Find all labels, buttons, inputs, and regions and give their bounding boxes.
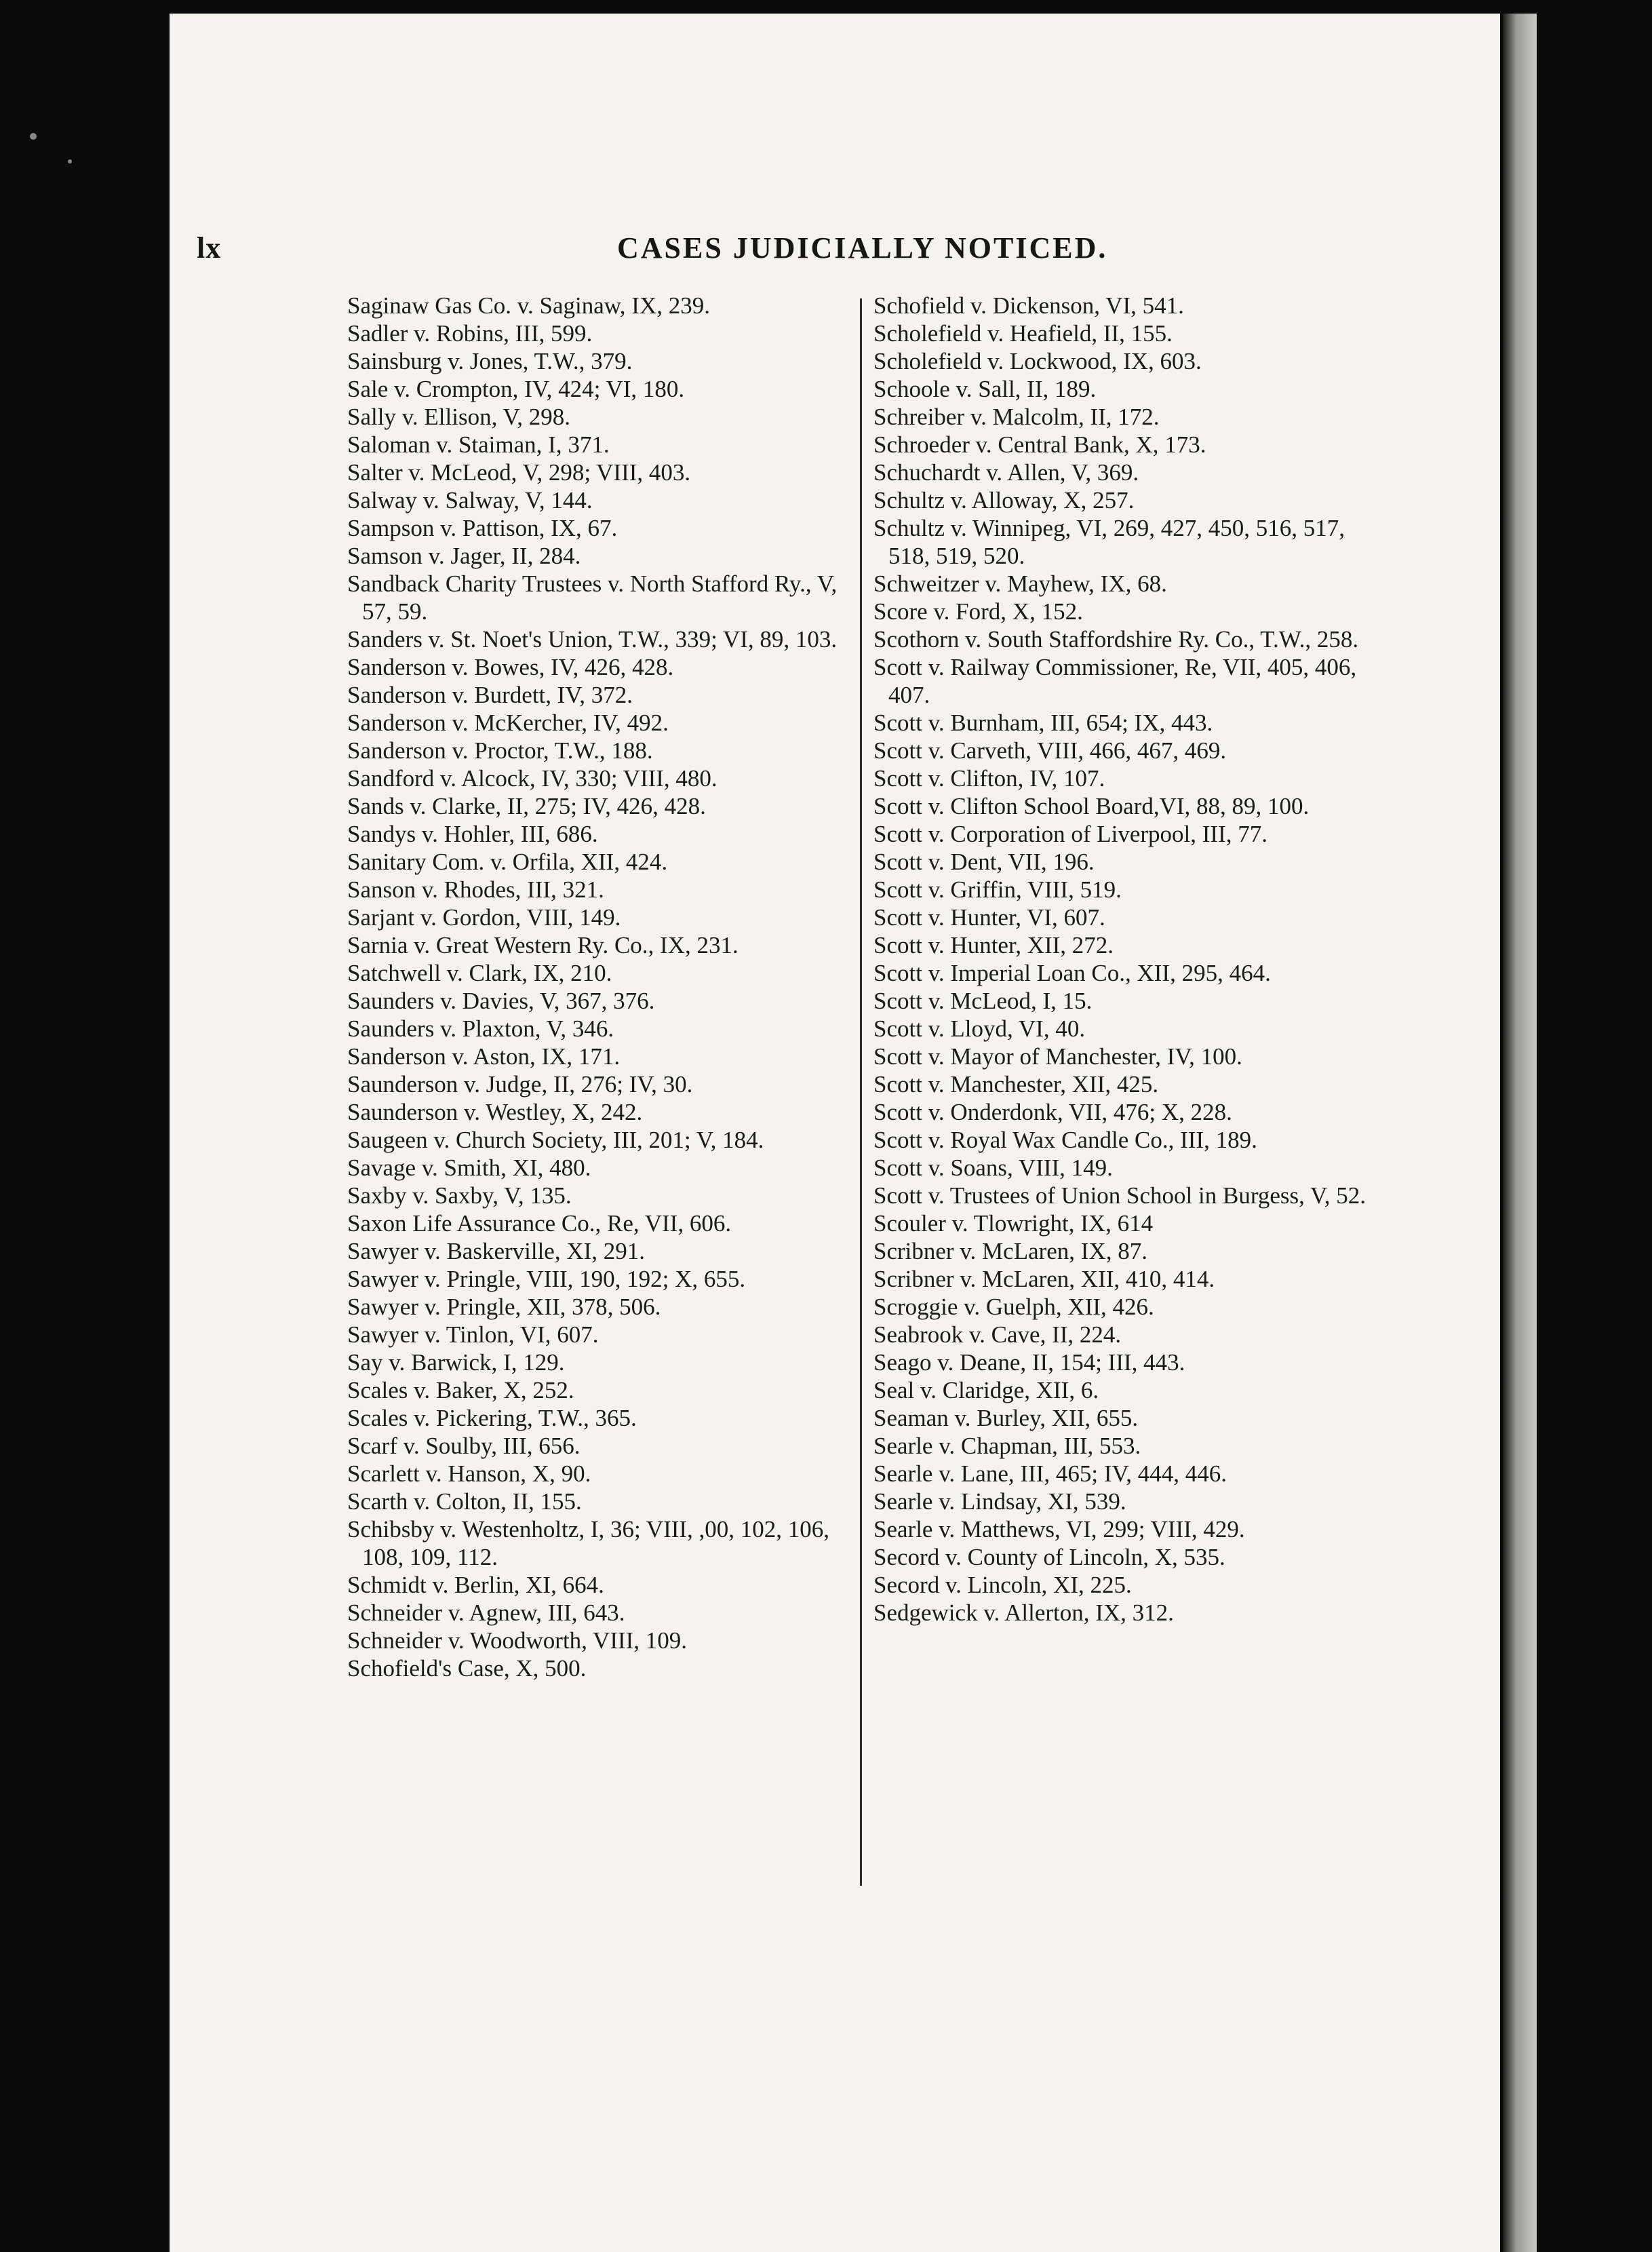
case-entry: Sandys v. Hohler, III, 686. (347, 821, 598, 847)
case-entry: Score v. Ford, X, 152. (873, 598, 1083, 625)
case-entry: Scarlett v. Hanson, X, 90. (347, 1460, 591, 1487)
case-entry: Samson v. Jager, II, 284. (347, 543, 581, 569)
case-entry: Searle v. Chapman, III, 553. (873, 1433, 1141, 1459)
case-entry: Scott v. Burnham, III, 654; IX, 443. (873, 710, 1213, 736)
case-entry: Sainsburg v. Jones, T.W., 379. (347, 348, 633, 374)
case-entry: Sanitary Com. v. Orfila, XII, 424. (347, 849, 668, 875)
case-entry: Sanderson v. McKercher, IV, 492. (347, 710, 669, 736)
case-entry: Scott v. Trustees of Union School in Burgess, V, 52. (873, 1182, 1366, 1209)
case-entry: Saugeen v. Church Society, III, 201; V, 184. (347, 1127, 764, 1153)
case-entry: Sawyer v. Pringle, XII, 378, 506. (347, 1294, 661, 1320)
case-entry: Saxon Life Assurance Co., Re, VII, 606. (347, 1210, 732, 1237)
case-entry: Schmidt v. Berlin, XI, 664. (347, 1572, 604, 1598)
case-entry: Sawyer v. Baskerville, XI, 291. (347, 1238, 646, 1264)
page-header (197, 231, 1370, 271)
case-entry: Salter v. McLeod, V, 298; VIII, 403. (347, 459, 691, 486)
case-entry: Sanson v. Rhodes, III, 321. (347, 876, 604, 903)
case-entry: Sawyer v. Pringle, VIII, 190, 192; X, 655. (347, 1266, 746, 1292)
case-entry: Scott v. Onderdonk, VII, 476; X, 228. (873, 1099, 1232, 1125)
case-entry: Schneider v. Woodworth, VIII, 109. (347, 1627, 688, 1654)
case-entry: Saunders v. Plaxton, V, 346. (347, 1015, 614, 1042)
case-entry: Seaman v. Burley, XII, 655. (873, 1405, 1139, 1431)
running-title: CASES JUDICIALLY NOTICED. (617, 231, 1108, 265)
case-entry: Seal v. Claridge, XII, 6. (873, 1377, 1099, 1403)
case-entry: Scarf v. Soulby, III, 656. (347, 1433, 581, 1459)
case-entry: Scott v. Soans, VIII, 149. (873, 1154, 1113, 1181)
case-entry: Scott v. Lloyd, VI, 40. (873, 1015, 1086, 1042)
case-entry: Scholefield v. Lockwood, IX, 603. (873, 348, 1202, 374)
case-entry: Sadler v. Robins, III, 599. (347, 320, 593, 347)
case-entry: Scott v. Corporation of Liverpool, III, 77. (873, 821, 1267, 847)
case-entry: Sandford v. Alcock, IV, 330; VIII, 480. (347, 765, 717, 792)
case-entry: Schneider v. Agnew, III, 643. (347, 1599, 625, 1626)
case-entry: Scott v. Railway Commissioner, Re, VII, 405, 406, 407. (873, 654, 1357, 708)
case-entry: Schibsby v. Westenholtz, I, 36; VIII, ,00, 102, 106, 108, 109, 112. (347, 1516, 830, 1570)
case-entry: Scouler v. Tlowright, IX, 614 (873, 1210, 1154, 1237)
case-entry: Scholefield v. Heafield, II, 155. (873, 320, 1173, 347)
case-entry: Scott v. Imperial Loan Co., XII, 295, 464. (873, 960, 1271, 986)
case-entry: Scribner v. McLaren, IX, 87. (873, 1238, 1147, 1264)
case-entry: Savage v. Smith, XI, 480. (347, 1154, 591, 1181)
case-entry: Saginaw Gas Co. v. Saginaw, IX, 239. (347, 292, 710, 319)
case-entry: Satchwell v. Clark, IX, 210. (347, 960, 612, 986)
case-entry: Scott v. Clifton School Board,VI, 88, 89, 100. (873, 793, 1310, 819)
case-entry: Scott v. Dent, VII, 196. (873, 849, 1095, 875)
case-entry: Schofield's Case, X, 500. (347, 1655, 587, 1682)
case-entry: Scott v. Manchester, XII, 425. (873, 1071, 1159, 1098)
case-entry: Scribner v. McLaren, XII, 410, 414. (873, 1266, 1215, 1292)
page-edge-shadow (1503, 14, 1537, 2252)
case-entry: Scott v. Clifton, IV, 107. (873, 765, 1105, 792)
case-entry: Sally v. Ellison, V, 298. (347, 404, 570, 430)
case-entry: Sanderson v. Bowes, IV, 426, 428. (347, 654, 674, 680)
case-entry: Salway v. Salway, V, 144. (347, 487, 593, 513)
case-entry: Scott v. Hunter, XII, 272. (873, 932, 1114, 958)
case-entry: Sampson v. Pattison, IX, 67. (347, 515, 618, 541)
case-entry: Secord v. Lincoln, XI, 225. (873, 1572, 1132, 1598)
case-entry: Searle v. Lane, III, 465; IV, 444, 446. (873, 1460, 1227, 1487)
case-entry: Sawyer v. Tinlon, VI, 607. (347, 1321, 599, 1348)
case-entry: Scarth v. Colton, II, 155. (347, 1488, 582, 1515)
case-entry: Scott v. Carveth, VIII, 466, 467, 469. (873, 737, 1227, 764)
case-entry: Saloman v. Staiman, I, 371. (347, 431, 610, 458)
case-entry: Sanders v. St. Noet's Union, T.W., 339; VI, 89, 103. (347, 626, 838, 653)
case-entry: Scales v. Baker, X, 252. (347, 1377, 574, 1403)
case-entry: Seabrook v. Cave, II, 224. (873, 1321, 1122, 1348)
case-entry: Sandback Charity Trustees v. North Stafford Ry., V, 57, 59. (347, 570, 838, 625)
case-entry: Scott v. McLeod, I, 15. (873, 988, 1093, 1014)
case-entry: Saunderson v. Westley, X, 242. (347, 1099, 643, 1125)
case-entry: Schroeder v. Central Bank, X, 173. (873, 431, 1206, 458)
scan-speck (68, 159, 72, 163)
case-entry: Scott v. Griffin, VIII, 519. (873, 876, 1122, 903)
case-entry: Secord v. County of Lincoln, X, 535. (873, 1544, 1225, 1570)
case-entry: Scales v. Pickering, T.W., 365. (347, 1405, 637, 1431)
scan-speck (30, 133, 37, 140)
case-entry: Saunders v. Davies, V, 367, 376. (347, 988, 655, 1014)
case-entry: Scothorn v. South Staffordshire Ry. Co., T.W., 258. (873, 626, 1359, 653)
case-entry: Schofield v. Dickenson, VI, 541. (873, 292, 1184, 319)
case-entry: Seago v. Deane, II, 154; III, 443. (873, 1349, 1185, 1376)
case-entry: Sale v. Crompton, IV, 424; VI, 180. (347, 376, 685, 402)
case-entry: Searle v. Lindsay, XI, 539. (873, 1488, 1126, 1515)
case-entry: Scroggie v. Guelph, XII, 426. (873, 1294, 1154, 1320)
column-divider (860, 298, 862, 1886)
case-entry: Scott v. Royal Wax Candle Co., III, 189. (873, 1127, 1257, 1153)
case-entry: Sarjant v. Gordon, VIII, 149. (347, 904, 621, 931)
page-number: lx (197, 231, 222, 265)
case-entry: Searle v. Matthews, VI, 299; VIII, 429. (873, 1516, 1245, 1542)
case-entry: Scott v. Hunter, VI, 607. (873, 904, 1105, 931)
case-entry: Say v. Barwick, I, 129. (347, 1349, 565, 1376)
case-entry: Schweitzer v. Mayhew, IX, 68. (873, 570, 1167, 597)
case-entry: Schuchardt v. Allen, V, 369. (873, 459, 1139, 486)
case-entry: Saxby v. Saxby, V, 135. (347, 1182, 572, 1209)
case-entry: Schreiber v. Malcolm, II, 172. (873, 404, 1160, 430)
case-entry: Sanderson v. Burdett, IV, 372. (347, 682, 633, 708)
case-entry: Scott v. Mayor of Manchester, IV, 100. (873, 1043, 1242, 1070)
case-entry: Sanderson v. Proctor, T.W., 188. (347, 737, 653, 764)
case-entry: Schultz v. Alloway, X, 257. (873, 487, 1135, 513)
case-entry: Schoole v. Sall, II, 189. (873, 376, 1097, 402)
case-entry: Sarnia v. Great Western Ry. Co., IX, 231. (347, 932, 739, 958)
case-entry: Sanderson v. Aston, IX, 171. (347, 1043, 621, 1070)
left-case-column (347, 292, 849, 1682)
case-entry: Schultz v. Winnipeg, VI, 269, 427, 450, 516, 517, 518, 519, 520. (873, 515, 1345, 569)
case-entry: Sedgewick v. Allerton, IX, 312. (873, 1599, 1174, 1626)
case-entry: Sands v. Clarke, II, 275; IV, 426, 428. (347, 793, 706, 819)
case-entry: Saunderson v. Judge, II, 276; IV, 30. (347, 1071, 693, 1098)
right-case-column (873, 292, 1377, 1627)
